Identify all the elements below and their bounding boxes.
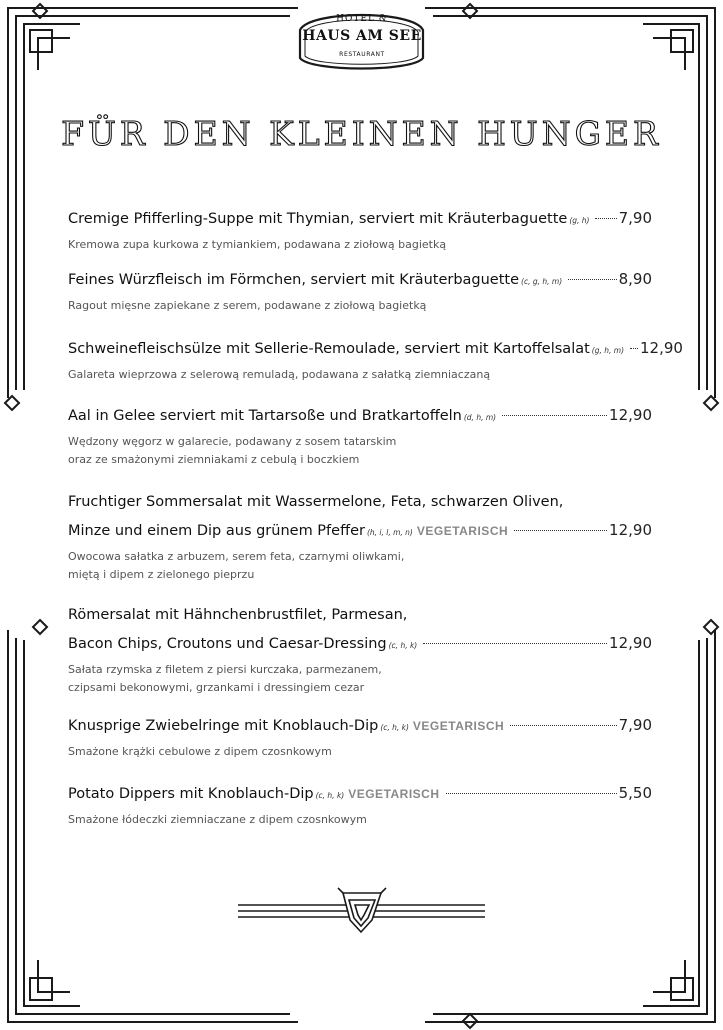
fan-ornament bbox=[238, 888, 485, 932]
menu-section-title: FÜR DEN KLEINEN HUNGER bbox=[61, 114, 662, 153]
dot-leader bbox=[446, 793, 617, 794]
menu-item-line bbox=[68, 713, 652, 740]
menu-item-price: 12,90 bbox=[640, 339, 683, 357]
diamond-ornament bbox=[33, 620, 47, 634]
menu-item-name: Bacon Chips, Croutons und Caesar-Dressing bbox=[68, 636, 387, 652]
allergen-codes: (g, h) bbox=[569, 216, 590, 225]
menu-item-line bbox=[68, 603, 652, 627]
vegetarian-tag: VEGETARISCH bbox=[416, 524, 509, 538]
menu-item-price: 12,90 bbox=[609, 521, 652, 539]
menu-item-price: 12,90 bbox=[609, 634, 652, 652]
dot-leader bbox=[630, 348, 638, 349]
menu-item-line bbox=[68, 781, 652, 808]
description-line: Ragout mięsne zapiekane z serem, podawane z ziołową bagietką bbox=[68, 299, 427, 312]
restaurant-logo bbox=[298, 4, 426, 72]
allergen-codes: (g, h, m) bbox=[591, 346, 625, 355]
menu-item-price: 5,50 bbox=[618, 784, 652, 802]
diamond-ornament bbox=[5, 396, 19, 410]
dot-leader bbox=[514, 530, 607, 531]
menu-item-description bbox=[68, 366, 652, 384]
logo-hotel-text: HOTEL & bbox=[336, 14, 388, 24]
description-line: Kremowa zupa kurkowa z tymiankiem, podawana z ziołową bagietką bbox=[68, 238, 447, 251]
allergen-codes: (c, h, k) bbox=[315, 791, 345, 800]
menu-item-description bbox=[68, 297, 652, 315]
menu-item-price: 12,90 bbox=[609, 406, 652, 424]
menu-item-price: 8,90 bbox=[618, 270, 652, 288]
menu-item-name: Feines Würzfleisch im Förmchen, serviert mit Kräuterbaguette bbox=[68, 272, 520, 288]
menu-item-name: Fruchtiger Sommersalat mit Wassermelone, Feta, schwarzen Oliven, bbox=[68, 494, 564, 510]
menu-item-line bbox=[68, 336, 683, 363]
dot-leader bbox=[595, 218, 616, 219]
menu-item-name: Minze und einem Dip aus grünem Pfeffer bbox=[68, 523, 365, 539]
allergen-codes: (h, i, l, m, n) bbox=[366, 528, 413, 537]
description-line: miętą i dipem z zielonego pieprzu bbox=[68, 568, 255, 581]
allergen-codes: (c, h, k) bbox=[380, 723, 409, 732]
description-line: Owocowa sałatka z arbuzem, serem feta, czarnymi oliwkami, bbox=[68, 550, 405, 563]
diamond-ornament bbox=[704, 396, 718, 410]
menu-item-line bbox=[68, 206, 652, 233]
allergen-codes: (d, h, m) bbox=[463, 413, 497, 422]
description-line: Smażone krążki cebulowe z dipem czosnkowym bbox=[68, 745, 332, 758]
menu-item-description bbox=[68, 811, 652, 829]
menu-item bbox=[68, 781, 652, 829]
description-line: Sałata rzymska z filetem z piersi kurczaka, parmezanem, bbox=[68, 663, 382, 676]
menu-item bbox=[68, 603, 652, 697]
allergen-codes: (c, h, k) bbox=[388, 641, 418, 650]
description-line: oraz ze smażonymi ziemniakami z cebulą i boczkiem bbox=[68, 453, 360, 466]
description-line: Smażone łódeczki ziemniaczane z dipem czosnkowym bbox=[68, 813, 367, 826]
menu-item-description bbox=[68, 236, 652, 254]
menu-item bbox=[68, 403, 652, 469]
menu-item bbox=[68, 713, 652, 761]
menu-item-line bbox=[68, 518, 652, 545]
menu-item-price: 7,90 bbox=[618, 716, 652, 734]
dot-leader bbox=[502, 415, 607, 416]
menu-item-line bbox=[68, 267, 652, 294]
menu-item-description bbox=[68, 661, 652, 697]
menu-item-description bbox=[68, 548, 652, 584]
menu-item-name: Schweinefleischsülze mit Sellerie-Remoulade, serviert mit Kartoffelsalat bbox=[68, 341, 590, 357]
dot-leader bbox=[568, 279, 616, 280]
logo-name-text: HAUS AM SEE bbox=[302, 28, 422, 44]
vegetarian-tag: VEGETARISCH bbox=[412, 719, 505, 733]
menu-item-name: Knusprige Zwiebelringe mit Knoblauch-Dip bbox=[68, 718, 379, 734]
menu-item bbox=[68, 206, 652, 254]
menu-item bbox=[68, 267, 652, 315]
menu-item-name: Aal in Gelee serviert mit Tartarsoße und Bratkartoffeln bbox=[68, 408, 462, 424]
menu-item-name: Cremige Pfifferling-Suppe mit Thymian, serviert mit Kräuterbaguette bbox=[68, 211, 568, 227]
dot-leader bbox=[423, 643, 607, 644]
vegetarian-tag: VEGETARISCH bbox=[348, 787, 440, 801]
menu-item-price: 7,90 bbox=[618, 209, 652, 227]
menu-item bbox=[68, 336, 683, 384]
dot-leader bbox=[510, 725, 616, 726]
menu-item-description bbox=[68, 743, 652, 761]
allergen-codes: (c, g, h, m) bbox=[521, 277, 563, 286]
menu-item-line bbox=[68, 631, 652, 658]
description-line: Wędzony węgorz w galarecie, podawany z sosem tatarskim bbox=[68, 435, 397, 448]
description-line: czipsami bekonowymi, grzankami i dressingiem cezar bbox=[68, 681, 365, 694]
menu-item-line bbox=[68, 403, 652, 430]
description-line: Galareta wieprzowa z selerową remuladą, podawana z sałatką ziemniaczaną bbox=[68, 368, 491, 381]
logo-restaurant-text: RESTAURANT bbox=[339, 51, 385, 58]
menu-item bbox=[68, 490, 652, 584]
menu-item-name: Römersalat mit Hähnchenbrustfilet, Parmesan, bbox=[68, 607, 408, 623]
menu-item-line bbox=[68, 490, 652, 514]
menu-item-name: Potato Dippers mit Knoblauch-Dip bbox=[68, 786, 314, 802]
menu-item-description bbox=[68, 433, 652, 469]
